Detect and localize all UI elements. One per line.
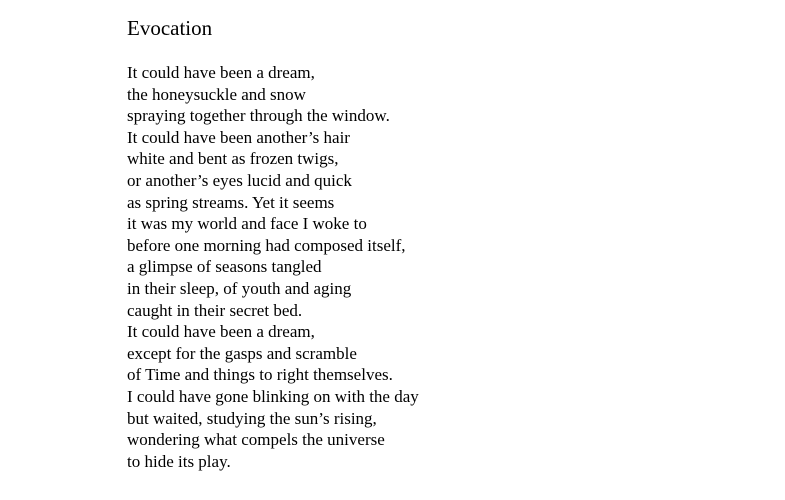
poem-line: white and bent as frozen twigs,: [127, 149, 339, 169]
poem-line: It could have been another’s hair: [127, 127, 350, 147]
poem-line: except for the gasps and scramble: [127, 343, 357, 363]
poem-line: It could have been a dream,: [127, 322, 315, 342]
poem-line: as spring streams. Yet it seems: [127, 192, 335, 212]
poem-line: but waited, studying the sun’s rising,: [127, 408, 377, 428]
poem-line: spraying together through the window.: [127, 106, 390, 126]
poem-line: caught in their secret bed.: [127, 300, 303, 320]
poem-line: It could have been a dream,: [127, 63, 315, 82]
poem-line: a glimpse of seasons tangled: [127, 257, 322, 277]
poem-line: of Time and things to right themselves.: [127, 365, 393, 385]
poem-line: or another’s eyes lucid and quick: [127, 170, 352, 190]
poem-line: the honeysuckle and snow: [127, 84, 306, 104]
poem-line: in their sleep, of youth and aging: [127, 278, 352, 298]
poem-line: I could have gone blinking on with the day: [127, 386, 419, 406]
poem-line: it was my world and face I woke to: [127, 214, 367, 234]
poem-line: to hide its play.: [127, 451, 231, 471]
poem-title: Evocation: [127, 16, 213, 40]
poem-line: before one morning had composed itself,: [127, 235, 406, 255]
poem-body: [127, 62, 419, 472]
poem-line: wondering what compels the universe: [127, 430, 385, 450]
